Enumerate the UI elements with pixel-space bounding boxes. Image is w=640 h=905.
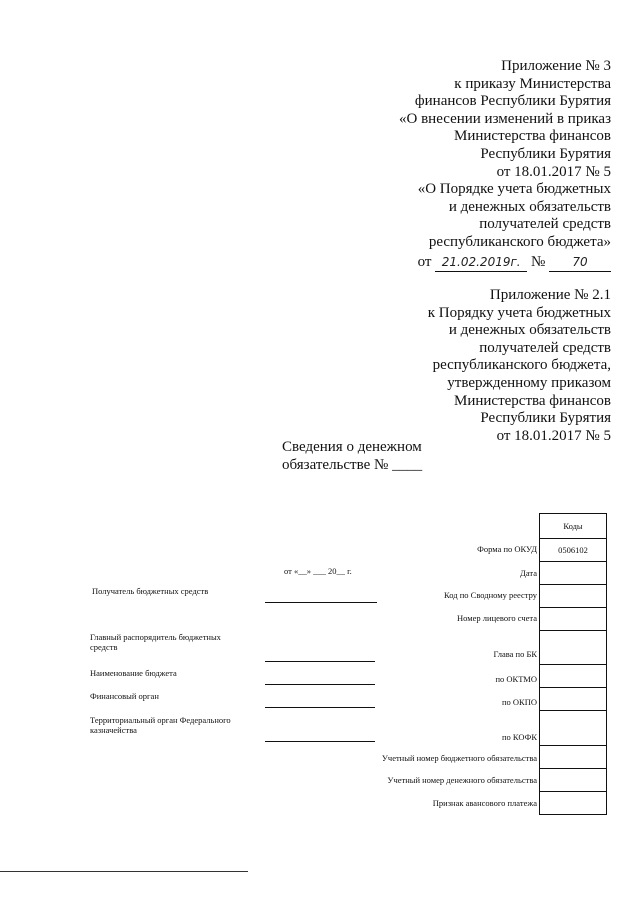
codes-table xyxy=(539,513,607,815)
title-line-2: обязательстве № ____ xyxy=(282,457,423,473)
label-date: Дата xyxy=(520,568,537,578)
label-chapter: Глава по БК xyxy=(493,649,537,659)
appendix-header xyxy=(428,287,611,445)
header-line: от 18.01.2017 № 5 xyxy=(496,163,611,180)
label-treasury-line-2: казначейства xyxy=(90,725,137,735)
header-date-line xyxy=(399,254,611,273)
label-okud: Форма по ОКУД xyxy=(477,544,537,554)
treasury-field-line xyxy=(265,741,375,742)
label-treasury xyxy=(90,715,231,735)
oktmo-code-cell xyxy=(540,665,607,688)
order-header xyxy=(399,58,611,272)
recipient-field-line xyxy=(265,602,377,603)
appendix-line: Министерства финансов xyxy=(454,392,611,409)
appendix-line: получателей средств xyxy=(479,339,611,356)
label-okpo: по ОКПО xyxy=(501,697,537,707)
budget-obligation-code-cell xyxy=(540,746,607,769)
codes-header-cell: Коды xyxy=(540,514,607,539)
header-line: к приказу Министерства xyxy=(454,75,611,92)
document-title xyxy=(282,438,422,474)
appendix-line: Республики Бурятия xyxy=(480,410,611,427)
budget-name-field-line xyxy=(265,684,375,685)
header-line: «О Порядке учета бюджетных xyxy=(417,181,611,198)
form-date-line: от «__» ___ 20__ г. xyxy=(284,566,352,576)
footer-divider xyxy=(0,871,248,872)
chapter-code-cell xyxy=(540,631,607,665)
header-line: и денежных обязательств xyxy=(448,198,611,215)
label-main-manager-line-1: Главный распорядитель бюджетных xyxy=(90,632,221,642)
label-budget-obligation: Учетный номер бюджетного обязательства xyxy=(381,753,537,763)
label-treasury-line-1: Территориальный орган Федерального xyxy=(90,715,231,725)
label-recipient: Получатель бюджетных средств xyxy=(92,586,209,596)
handwritten-number: 70 xyxy=(549,254,611,273)
header-line: финансов Республики Бурятия xyxy=(414,93,611,110)
money-obligation-code-cell xyxy=(540,769,607,792)
fin-body-field-line xyxy=(265,707,375,708)
main-manager-field-line xyxy=(265,661,375,662)
title-line-1: Сведения о денежном xyxy=(282,439,422,455)
label-oktmo: по ОКТМО xyxy=(495,674,537,684)
handwritten-date: 21.02.2019г. xyxy=(435,254,527,273)
label-kofk: по КОФК xyxy=(501,732,537,742)
appendix-line: к Порядку учета бюджетных xyxy=(427,304,611,321)
date-prefix: от xyxy=(417,253,432,270)
header-line: получателей средств xyxy=(479,216,611,233)
header-line: Министерства финансов xyxy=(454,128,611,145)
label-budget-name: Наименование бюджета xyxy=(90,668,177,678)
registry-code-cell xyxy=(540,585,607,608)
appendix-line: и денежных обязательств xyxy=(448,322,611,339)
label-registry: Код по Сводному реестру xyxy=(444,590,537,600)
label-advance: Признак авансового платежа xyxy=(432,798,537,808)
label-main-manager-line-2: средств xyxy=(90,642,118,652)
number-sign: № xyxy=(530,253,546,270)
account-code-cell xyxy=(540,608,607,631)
appendix-line: республиканского бюджета, xyxy=(432,357,611,374)
appendix-line: Приложение № 2.1 xyxy=(489,287,611,303)
label-money-obligation: Учетный номер денежного обязательства xyxy=(387,775,537,785)
label-account: Номер лицевого счета xyxy=(457,613,537,623)
okud-code-cell: 0506102 xyxy=(540,539,607,562)
appendix-line: от 18.01.2017 № 5 xyxy=(496,427,611,444)
header-line: «О внесении изменений в приказ xyxy=(399,110,611,127)
header-line: республиканского бюджета» xyxy=(428,233,611,250)
date-code-cell xyxy=(540,562,607,585)
appendix-line: утвержденному приказом xyxy=(447,374,611,391)
label-main-manager xyxy=(90,632,221,652)
label-fin-body: Финансовый орган xyxy=(90,691,159,701)
header-line: Республики Бурятия xyxy=(480,145,611,162)
okpo-code-cell xyxy=(540,688,607,711)
header-line: Приложение № 3 xyxy=(501,58,611,74)
kofk-code-cell xyxy=(540,711,607,746)
advance-code-cell xyxy=(540,792,607,815)
